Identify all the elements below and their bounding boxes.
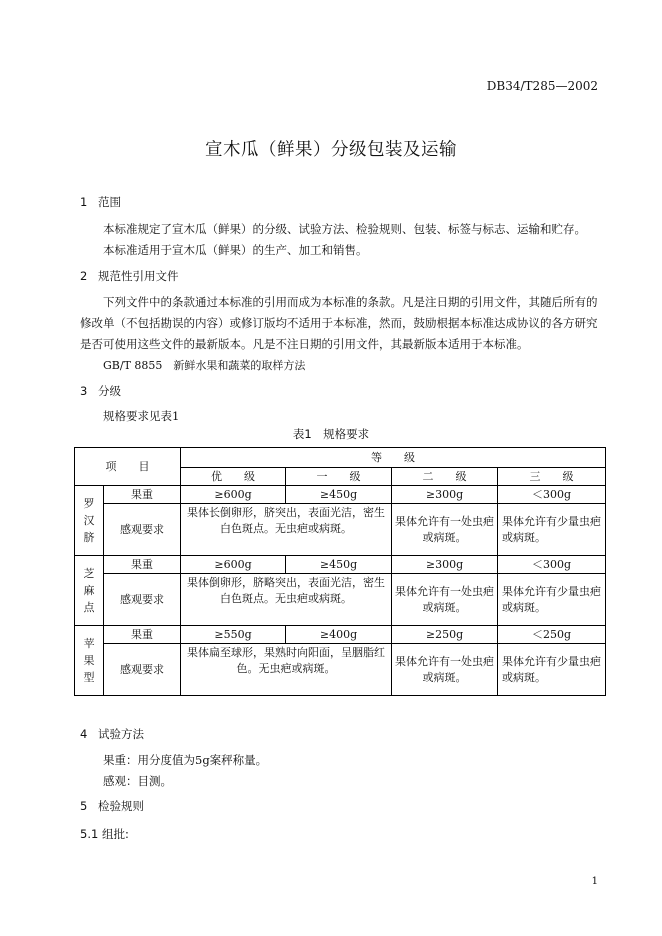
weight-label: 果重 [104,486,181,504]
category-cell: 芝 麻 点 [75,556,104,626]
section-title: 范围 [98,195,121,209]
spec-table [74,447,606,696]
section-2-paragraph: 下列文件中的条款通过本标准的引用而成为本标准的条款。凡是注日期的引用文件，其随后所有的修改单（不包括勘误的内容）或修订版均不适用于本标准，然而，鼓励根据本标准达成协议的各方研究是否可使用这些文件的最新版本。凡是不注日期的引用文件，其最新版本适用于本标准。 [80,295,598,351]
weight-value: ＜300g [498,556,606,574]
weight-value: ≥450g [286,556,392,574]
sense-label: 感观要求 [104,644,181,696]
section-number: 5.1 [80,827,99,841]
header-grade-third: 三 级 [498,468,606,486]
standard-number: DB34/T285—2002 [486,79,598,93]
section-3-heading [80,383,121,399]
document-title: 宣木瓜（鲜果）分级包装及运输 [205,140,457,160]
weight-value: ≥600g [181,556,286,574]
category-cell: 罗 汉 脐 [75,486,104,556]
section-number: 3 [80,384,88,398]
table-row [75,626,606,644]
sense-grade-2: 果体允许有一处虫疤或病斑。 [392,574,498,626]
header-grade: 等 级 [181,448,606,468]
table-row [75,644,606,696]
header-item: 项 目 [75,448,181,486]
section-title: 规范性引用文件 [98,269,179,283]
weight-value: ≥600g [181,486,286,504]
category-cell: 苹 果 型 [75,626,104,696]
section-5-heading [80,798,144,814]
sense-grade-3: 果体允许有少量虫疤或病斑。 [498,504,606,556]
section-2-reference: GB/T 8855 新鲜水果和蔬菜的取样方法 [103,359,306,372]
sense-label: 感观要求 [104,504,181,556]
section-4-heading [80,726,144,742]
weight-label: 果重 [104,556,181,574]
section-number: 5 [80,799,88,813]
weight-value: ＜250g [498,626,606,644]
table-row [75,486,606,504]
section-title: 试验方法 [98,727,144,741]
section-title: 检验规则 [98,799,144,813]
section-4-paragraph-2: 感观：目测。 [103,774,172,788]
header-grade-second: 二 级 [392,468,498,486]
sense-grade-2: 果体允许有一处虫疤或病斑。 [392,644,498,696]
table-header-row [75,448,606,468]
table-caption: 表1 规格要求 [292,427,370,441]
table-row [75,574,606,626]
weight-value: ≥450g [286,486,392,504]
weight-value: ≥400g [286,626,392,644]
section-2-heading [80,268,179,284]
sense-grade-2: 果体允许有一处虫疤或病斑。 [392,504,498,556]
section-1-paragraph-2: 本标准适用于宣木瓜（鲜果）的生产、加工和销售。 [103,243,368,257]
table-row [75,504,606,556]
weight-label: 果重 [104,626,181,644]
weight-value: ≥550g [181,626,286,644]
section-number: 4 [80,727,88,741]
section-title: 分级 [98,384,121,398]
section-5-1-heading [80,826,129,842]
section-number: 2 [80,269,88,283]
section-title: 组批: [102,827,129,841]
table-row [75,556,606,574]
sense-description: 果体扁至球形，果熟时向阳面，呈胭脂红色。无虫疤或病斑。 [181,644,392,696]
sense-label: 感观要求 [104,574,181,626]
sense-grade-3: 果体允许有少量虫疤或病斑。 [498,574,606,626]
section-1-heading [80,194,121,210]
sense-grade-3: 果体允许有少量虫疤或病斑。 [498,644,606,696]
page-number: 1 [591,876,598,887]
section-4-paragraph-1: 果重：用分度值为5g案秤称量。 [103,753,268,767]
weight-value: ≥300g [392,486,498,504]
weight-value: ＜300g [498,486,606,504]
weight-value: ≥300g [392,556,498,574]
weight-value: ≥250g [392,626,498,644]
sense-description: 果体长倒卵形，脐突出，表面光洁，密生白色斑点。无虫疤或病斑。 [181,504,392,556]
section-number: 1 [80,195,88,209]
sense-description: 果体倒卵形，脐略突出，表面光洁，密生白色斑点。无虫疤或病斑。 [181,574,392,626]
section-3-paragraph: 规格要求见表1 [103,409,180,423]
header-grade-premium: 优 级 [181,468,286,486]
section-1-paragraph-1: 本标准规定了宣木瓜（鲜果）的分级、试验方法、检验规则、包装、标签与标志、运输和贮存。 [103,222,586,236]
header-grade-first: 一 级 [286,468,392,486]
